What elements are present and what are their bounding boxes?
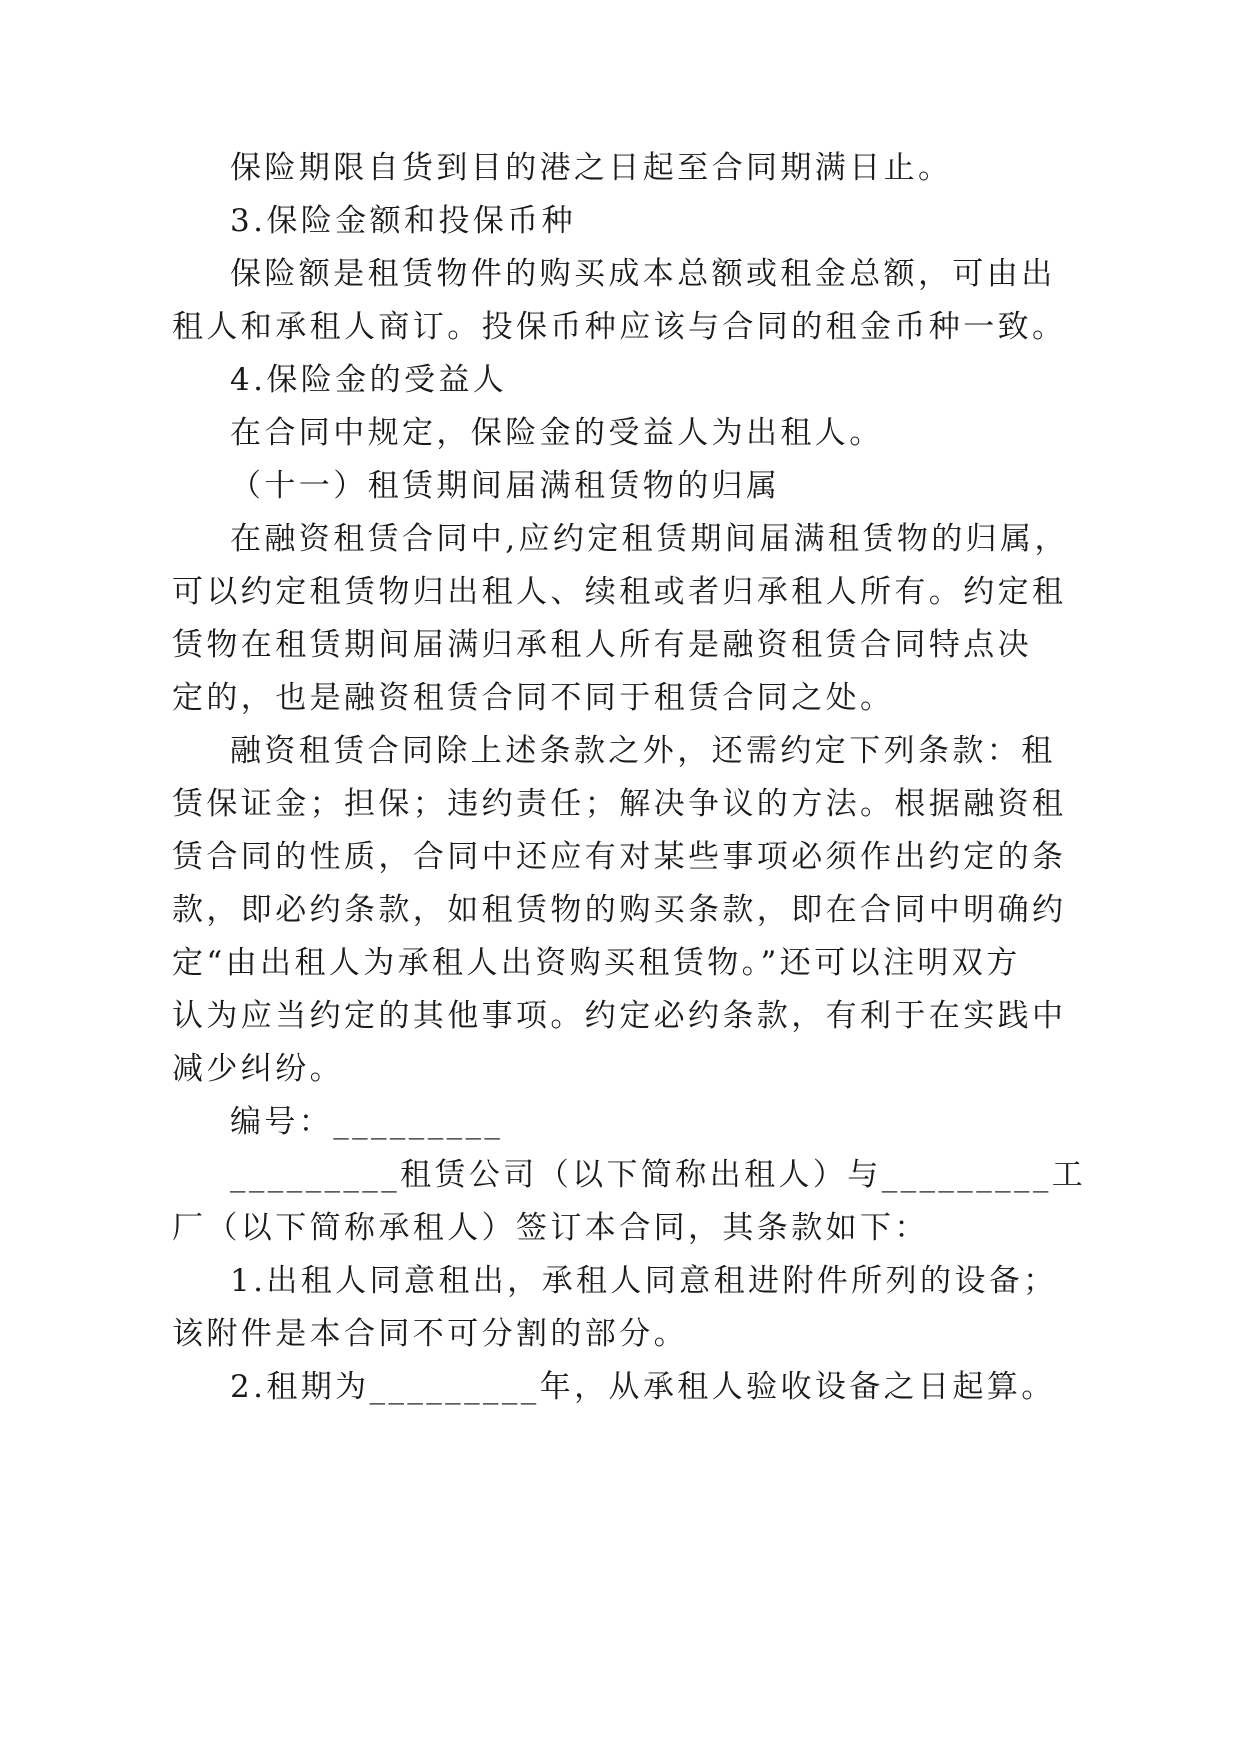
paragraph-line: 赁物在租赁期间届满归承租人所有是融资租赁合同特点决 <box>172 627 1032 663</box>
paragraph-line: 赁保证金；担保；违约责任；解决争议的方法。根据融资租 <box>172 786 1067 822</box>
paragraph-line: 款，即必约条款，如租赁物的购买条款，即在合同中明确约 <box>172 892 1067 928</box>
paragraph-line: 认为应当约定的其他事项。约定必约条款，有利于在实践中 <box>172 998 1067 1034</box>
clause-line: 2.租期为_________年，从承租人验收设备之日起算。 <box>230 1369 1056 1405</box>
paragraph-line: 租人和承租人商订。投保币种应该与合同的租金币种一致。 <box>172 309 1067 345</box>
paragraph-line: 减少纠纷。 <box>172 1051 344 1087</box>
section-heading: （十一）租赁期间届满租赁物的归属 <box>230 468 781 504</box>
paragraph-line: 定“由出租人为承租人出资购买租赁物。”还可以注明双方 <box>172 945 1021 981</box>
paragraph-line: 在融资租赁合同中,应约定租赁期间届满租赁物的归属， <box>230 521 1069 557</box>
paragraph-line: 可以约定租赁物归出租人、续租或者归承租人所有。约定租 <box>172 574 1067 610</box>
clause-line: 该附件是本合同不可分割的部分。 <box>172 1316 688 1352</box>
paragraph-line: 赁合同的性质，合同中还应有对某些事项必须作出约定的条 <box>172 839 1067 875</box>
paragraph-line: 保险期限自货到目的港之日起至合同期满日止。 <box>230 150 953 186</box>
paragraph-line: 融资租赁合同除上述条款之外，还需约定下列条款：租 <box>230 733 1056 769</box>
paragraph-line: 厂（以下简称承租人）签订本合同，其条款如下： <box>172 1210 929 1246</box>
section-heading: 3.保险金额和投保币种 <box>230 203 576 239</box>
contract-number-line: 编号：_________ <box>230 1104 504 1140</box>
paragraph-line: 在合同中规定，保险金的受益人为出租人。 <box>230 415 884 451</box>
section-heading: 4.保险金的受益人 <box>230 362 508 398</box>
paragraph-line: 保险额是租赁物件的购买成本总额或租金总额，可由出 <box>230 256 1056 292</box>
clause-line: 1.出租人同意租出，承租人同意租进附件所列的设备； <box>230 1263 1058 1299</box>
paragraph-line: 定的，也是融资租赁合同不同于租赁合同之处。 <box>172 680 895 716</box>
paragraph-line: _________租赁公司（以下简称出租人）与_________工 <box>230 1157 1087 1193</box>
